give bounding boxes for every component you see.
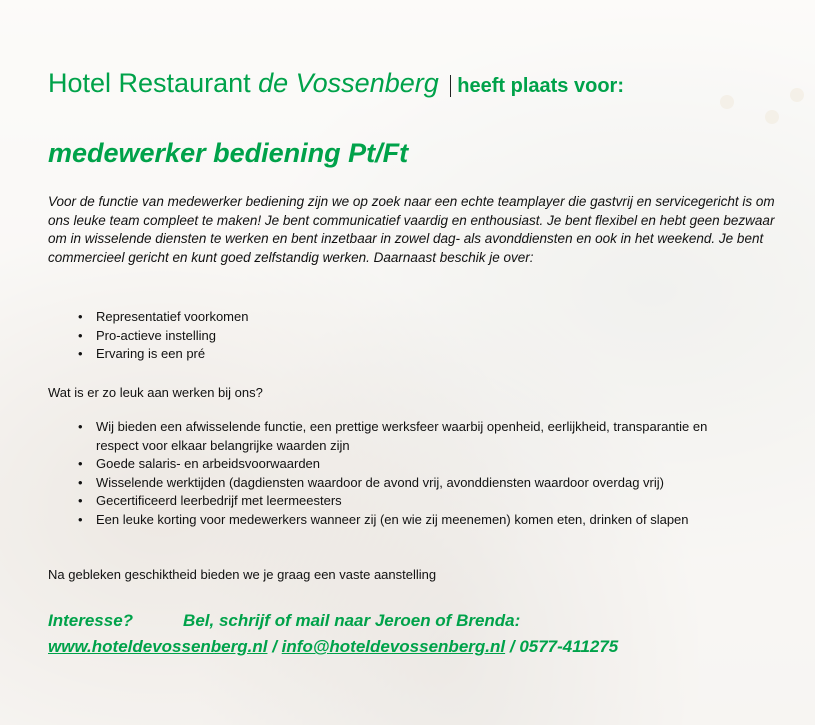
title-suffix: heeft plaats voor: [450,75,624,97]
page-title [48,68,624,99]
intro-paragraph: Voor de functie van medewerker bediening zijn we op zoek naar een echte teamplayer die gastvrij en servicegericht is om ons leuke team compleet te maken! Je bent communicatief vaardig en enthousiast. Je bent flexibel en hebt geen bezwaar om in wisselende diensten te werken en bent inzetbaar in zowel dag- als avonddiensten en ook in het weekend. Je bent commercieel gericht en kunt goed zelfstandig werken. Daarnaast beschik je over: [48,194,775,265]
email-link[interactable]: info@hoteldevossenberg.nl [281,637,506,656]
phone-number: 0577-411275 [519,637,619,656]
interest-label: Interesse? [48,611,134,630]
list-item: • Goede salaris- en arbeidsvoorwaarden [96,455,736,474]
list-item: • Representatief voorkomen [96,308,248,327]
list-item: • Wisselende werktijden (dagdiensten waardoor de avond vrij, avonddiensten waardoor overdag vrij) [96,474,736,493]
list-item: • Wij bieden een afwisselende functie, een prettige werksfeer waarbij openheid, eerlijkheid, transparantie en respect voor elkaar belangrijke waarden zijn [96,418,736,455]
contact-line [48,611,520,631]
call-to-action: Bel, schrijf of mail naar Jeroen of Brenda: [183,611,521,630]
separator: / [509,637,515,656]
offer-question: Wat is er zo leuk aan werken bij ons? [48,385,263,400]
list-item: • Gecertificeerd leerbedrijf met leermeesters [96,492,736,511]
closing-line: Na gebleken geschiktheid bieden we je graag een vaste aanstelling [48,567,437,582]
contact-details [48,637,618,657]
job-title: medewerker bediening Pt/Ft [48,138,409,168]
title-hotel-name-italic: de Vossenberg [258,68,439,98]
list-item: • Pro-actieve instelling [96,327,248,346]
requirements-list [48,308,248,364]
list-item: • Ervaring is een pré [96,345,248,364]
separator: / [272,637,277,656]
title-hotel-name: Hotel Restaurant [48,68,251,98]
website-link[interactable]: www.hoteldevossenberg.nl [48,637,268,656]
list-item: • Een leuke korting voor medewerkers wanneer zij (en wie zij meenemen) komen eten, drinken of slapen [96,511,736,530]
offers-list [48,418,736,529]
